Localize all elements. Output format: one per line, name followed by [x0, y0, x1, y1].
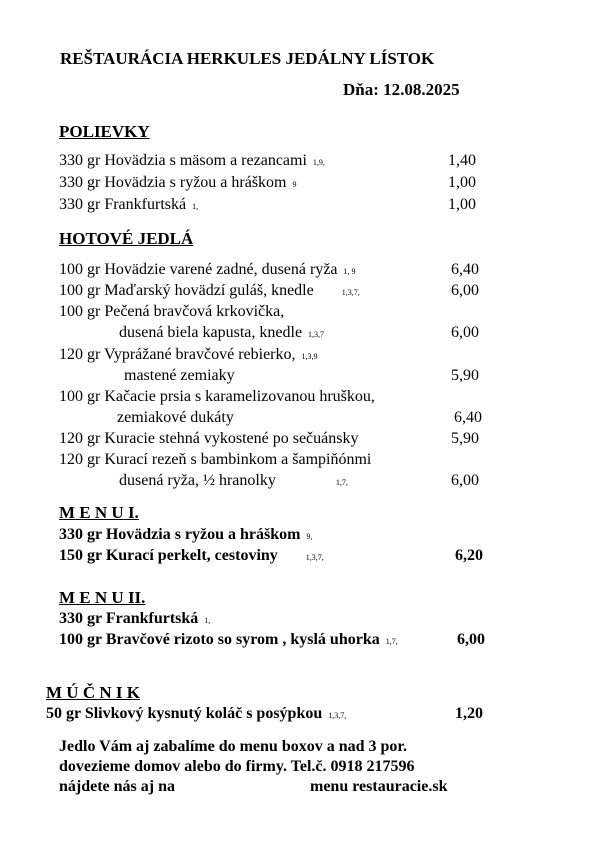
item-text: 330 gr Frankfurtská: [59, 196, 187, 213]
list-item: [59, 261, 356, 279]
menu2-heading: M E N U II.: [59, 588, 146, 607]
mains-heading: HOTOVÉ JEDLÁ: [59, 229, 194, 248]
item-price: 1,40: [448, 152, 476, 169]
allergens: 1,: [192, 202, 199, 211]
allergens: 1,3,7,: [305, 553, 324, 562]
menu2-price: 6,00: [457, 631, 485, 648]
footer-website[interactable]: menu restauracie.sk: [310, 778, 448, 795]
item-text: 330 gr Hovädzia s ryžou a hráškom: [59, 174, 287, 191]
item-price: 1,00: [448, 174, 476, 191]
item-text: 100 gr Bravčové rizoto so syrom , kyslá uhorka: [59, 631, 380, 648]
allergens: 1,3,7,: [328, 711, 347, 720]
item-price: 1,00: [448, 196, 476, 213]
item-text: 330 gr Hovädzia s ryžou a hráškom: [59, 526, 301, 543]
list-item-continuation: mastené zemiaky: [124, 367, 235, 384]
list-item: 120 gr Kurací rezeň s bambinkom a šampiňónmi: [59, 451, 372, 468]
item-text: 50 gr Slivkový kysnutý koláč s posýpkou: [46, 705, 323, 722]
list-item-continuation: [119, 472, 348, 490]
list-item: [59, 282, 360, 300]
list-item: [59, 152, 325, 170]
list-item-continuation: [119, 324, 324, 342]
list-item: 100 gr Pečená bravčová krkovička,: [59, 303, 285, 320]
dessert-heading: M Ú Č N I K: [46, 683, 140, 702]
allergens: 9: [292, 180, 297, 189]
item-text: 330 gr Frankfurtská: [59, 610, 199, 627]
item-price: 6,00: [451, 282, 479, 299]
dessert-price: 1,20: [455, 705, 483, 722]
list-item-continuation: zemiakové dukáty: [117, 409, 234, 426]
soups-heading: POLIEVKY: [59, 122, 150, 141]
list-item: [59, 346, 318, 364]
allergens: 1,: [204, 616, 211, 625]
item-text: 150 gr Kurací perkelt, cestoviny: [59, 547, 278, 564]
list-item: [59, 196, 198, 214]
menu1-heading: M E N U I.: [59, 503, 139, 522]
item-price: 6,00: [451, 472, 479, 489]
item-price: 6,40: [451, 261, 479, 278]
item-price: 5,90: [451, 367, 479, 384]
allergens: 1,7,: [335, 478, 348, 487]
item-price: 6,40: [454, 409, 482, 426]
item-text: 120 gr Vyprážané bravčové rebierko,: [59, 346, 296, 363]
menu2-main: [59, 631, 398, 649]
allergens: 1,7,: [385, 637, 398, 646]
allergens: 9,: [306, 532, 313, 541]
footer-line-3a: nájdete nás aj na: [59, 778, 176, 795]
list-item: 100 gr Kačacie prsia s karamelizovanou hruškou,: [59, 388, 375, 405]
menu2-soup: [59, 610, 210, 628]
item-text: dusená biela kapusta, knedle: [119, 324, 303, 341]
menu-date: Dňa: 12.08.2025: [343, 80, 460, 99]
allergens: 1, 9: [343, 267, 356, 276]
footer-line-2: dovezieme domov alebo do firmy. Tel.č. 0918 217596: [59, 758, 415, 775]
list-item: 120 gr Kuracie stehná vykostené po sečuánsky: [59, 430, 359, 447]
list-item: [59, 174, 297, 192]
allergens: 1,9,: [312, 158, 325, 167]
menu1-soup: [59, 526, 312, 544]
item-text: 100 gr Hovädzie varené zadné, dusená ryža: [59, 261, 338, 278]
item-text: dusená ryža, ½ hranolky: [119, 472, 276, 489]
menu1-main: [59, 547, 324, 565]
allergens: 1,3,9: [301, 352, 318, 361]
footer-line-1: Jedlo Vám aj zabalíme do menu boxov a nad 3 por.: [59, 738, 408, 755]
item-text: 100 gr Maďarský hovädzí guláš, knedle: [59, 282, 314, 299]
item-price: 5,90: [451, 430, 479, 447]
menu1-price: 6,20: [455, 547, 483, 564]
allergens: 1,3,7,: [341, 288, 360, 297]
restaurant-title: REŠTAURÁCIA HERKULES JEDÁLNY LÍSTOK: [60, 49, 435, 68]
allergens: 1,3,7: [308, 330, 325, 339]
item-text: 330 gr Hovädzia s mäsom a rezancami: [59, 152, 307, 169]
item-price: 6,00: [451, 324, 479, 341]
dessert-item: [46, 705, 346, 723]
